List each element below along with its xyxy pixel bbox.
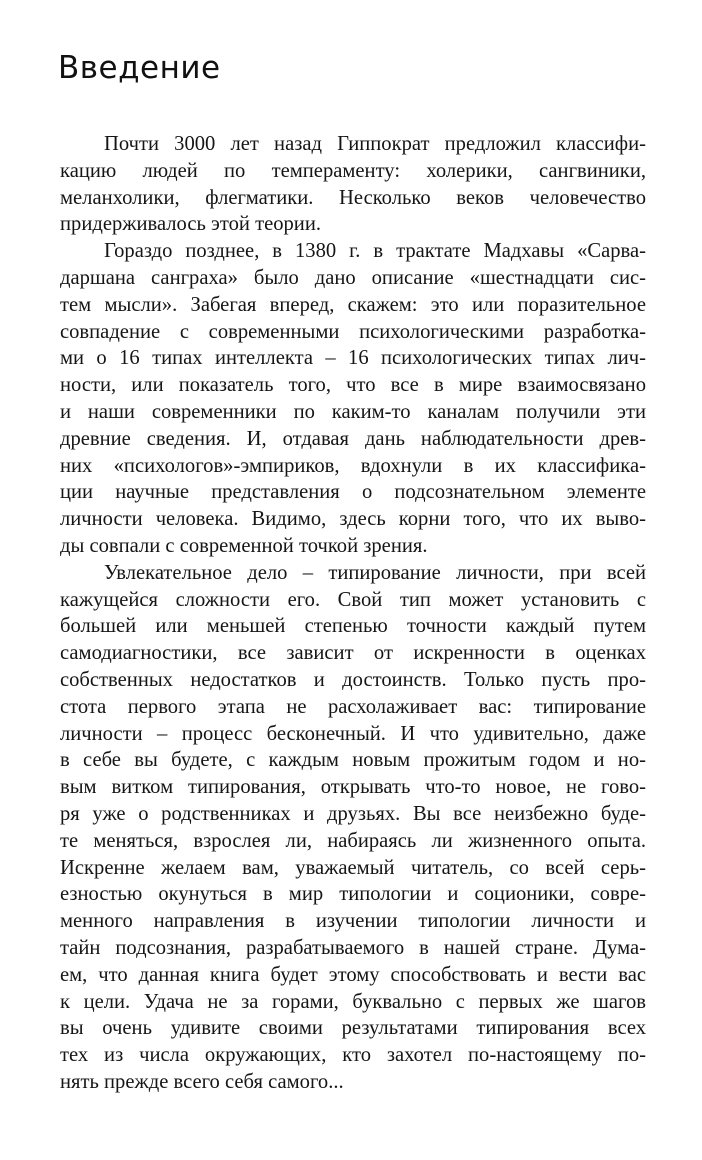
text-line: ции научные представления о подсознательном элементе xyxy=(60,481,646,504)
text-line: личности человека. Видимо, здесь корни того, что их выво- xyxy=(60,508,646,531)
text-line: тех из числа окружающих, кто захотел по-настоящему по- xyxy=(60,1044,646,1067)
text-line: ем, что данная книга будет этому способствовать и вести вас xyxy=(60,963,646,986)
text-line: личности – процесс бесконечный. И что удивительно, даже xyxy=(60,722,646,745)
text-line: придерживалось этой теории. xyxy=(60,213,322,236)
text-line: ми о 16 типах интеллекта – 16 психологических типах лич- xyxy=(60,347,646,370)
text-line: стота первого этапа не расхолаживает вас: типирование xyxy=(60,695,646,718)
text-line: собственных недостатков и достоинств. Только пусть про- xyxy=(60,668,646,691)
text-line: ды совпали с современной точкой зрения. xyxy=(60,534,428,557)
text-line: них «психологов»-эмпириков, вдохнули в их классифика- xyxy=(60,454,646,477)
text-line: те меняться, взрослея ли, набираясь ли жизненного опыта. xyxy=(60,829,646,852)
text-line: тем мысли». Забегая вперед, скажем: это или поразительное xyxy=(60,293,646,316)
text-line: кацию людей по темпераменту: холерики, сангвиники, xyxy=(60,159,646,182)
text-line: Искренне желаем вам, уважаемый читатель, со всей серь- xyxy=(60,856,646,879)
text-line: в себе вы будете, с каждым новым прожитым годом и но- xyxy=(60,749,646,772)
chapter-title: Введение xyxy=(58,50,221,86)
text-line: к цели. Удача не за горами, буквально с первых же шагов xyxy=(60,990,646,1013)
text-line: даршана санграха» было дано описание «шестнадцати сис- xyxy=(60,266,646,289)
paragraph-2 xyxy=(60,238,646,560)
text-line: нять прежде всего себя самого... xyxy=(60,1070,344,1093)
text-line: самодиагностики, все зависит от искренности в оценках xyxy=(60,642,646,665)
text-line: ности, или показатель того, что все в мире взаимосвязано xyxy=(60,374,646,397)
text-line: менного направления в изучении типологии личности и xyxy=(60,910,646,933)
text-line: Гораздо позднее, в 1380 г. в трактате Мадхавы «Сарва- xyxy=(104,240,646,263)
text-line: ря уже о родственниках и друзьях. Вы все неизбежно буде- xyxy=(60,802,646,825)
paragraph-3 xyxy=(60,560,646,1096)
text-line: Почти 3000 лет назад Гиппократ предложил классифи- xyxy=(104,133,646,155)
text-line: вы очень удивите своими результатами типирования всех xyxy=(60,1017,646,1040)
text-line: тайн подсознания, разрабатываемого в нашей стране. Дума- xyxy=(60,936,646,959)
text-line: езностью окунуться в мир типологии и соционики, совре- xyxy=(60,883,646,906)
text-line: меланхолики, флегматики. Несколько веков человечество xyxy=(60,186,646,209)
text-line: совпадение с современными психологическими разработка- xyxy=(60,320,646,343)
text-line: большей или меньшей степенью точности каждый путем xyxy=(60,615,646,638)
text-line: и наши современники по каким-то каналам получили эти xyxy=(60,400,646,423)
text-line: кажущейся сложности его. Свой тип может установить с xyxy=(60,588,646,611)
text-line: Увлекательное дело – типирование личности, при всей xyxy=(104,561,646,584)
body-text xyxy=(60,131,646,1096)
paragraph-1 xyxy=(60,131,646,238)
text-line: вым витком типирования, открывать что-то новое, не гово- xyxy=(60,776,646,799)
text-line: древние сведения. И, отдавая дань наблюдательности древ- xyxy=(60,427,646,450)
